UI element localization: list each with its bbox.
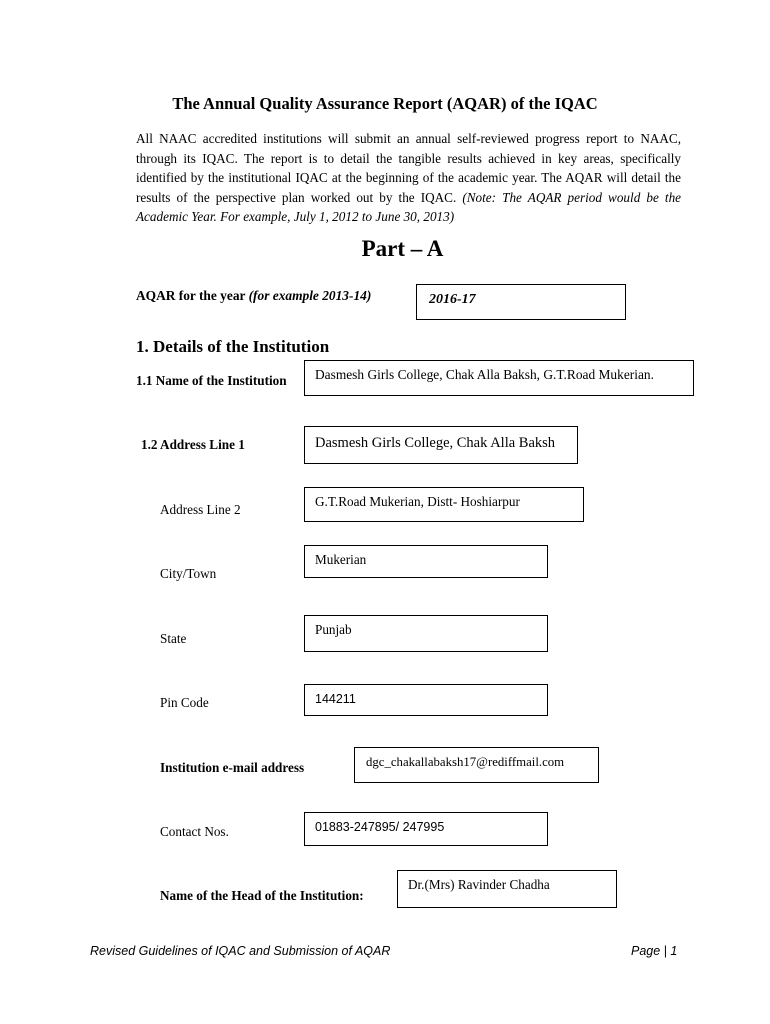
page-number: Page | 1 [631, 944, 678, 958]
intro-paragraph [136, 129, 681, 227]
state-label: State [160, 631, 187, 646]
city-value: Mukerian [315, 552, 367, 567]
address-line2-value: G.T.Road Mukerian, Distt- Hoshiarpur [315, 494, 520, 509]
institution-name-label: 1.1 Name of the Institution [136, 373, 287, 388]
part-heading: Part – A [361, 236, 444, 261]
aqar-year-value: 2016-17 [429, 292, 476, 307]
city-field[interactable] [304, 545, 548, 578]
state-value: Punjab [315, 622, 352, 637]
intro-note: (Note: The AQAR period would be the Academic Year. For example, July 1, 2012 to June 30, 2013) [136, 189, 682, 225]
contact-label: Contact Nos. [160, 824, 229, 839]
pin-code-field[interactable] [304, 684, 548, 716]
intro-text: All NAAC accredited institutions will submit an annual self-reviewed progress report to NAAC, through its IQAC. The report is to detail the tangible results achieved in key areas, specifically identified by the institutional IQAC at the beginning of the academic year. The AQAR will detail the results of the perspective plan worked out by the IQAC. [136, 131, 681, 205]
footer-left: Revised Guidelines of IQAC and Submission of AQAR [90, 944, 391, 958]
contact-value: 01883-247895/ 247995 [315, 820, 445, 834]
state-field[interactable] [304, 615, 548, 652]
contact-field[interactable] [304, 812, 548, 846]
address-line1-value: Dasmesh Girls College, Chak Alla Baksh [315, 435, 556, 451]
aqar-year-field[interactable] [416, 284, 626, 320]
document-title: The Annual Quality Assurance Report (AQAR) of the IQAC [172, 94, 598, 113]
institution-name-field[interactable] [304, 360, 694, 396]
pin-code-label: Pin Code [160, 695, 209, 710]
head-field[interactable] [397, 870, 617, 908]
aqar-year-label-text: AQAR for the year [136, 288, 246, 303]
address-line1-field[interactable] [304, 426, 578, 464]
email-label: Institution e-mail address [160, 760, 305, 775]
pin-code-value: 144211 [315, 692, 356, 706]
aqar-year-label [136, 288, 371, 304]
institution-name-value: Dasmesh Girls College, Chak Alla Baksh, G.T.Road Mukerian. [315, 367, 654, 382]
aqar-year-example: (for example 2013-14) [248, 288, 372, 303]
city-label: City/Town [160, 566, 217, 581]
section-heading: 1. Details of the Institution [136, 337, 330, 356]
email-value: dgc_chakallabaksh17@rediffmail.com [366, 755, 565, 769]
address-line1-label: 1.2 Address Line 1 [141, 437, 245, 452]
email-field[interactable] [354, 747, 599, 783]
head-label: Name of the Head of the Institution: [160, 888, 364, 903]
address-line2-label: Address Line 2 [160, 502, 241, 517]
address-line2-field[interactable] [304, 487, 584, 522]
head-value: Dr.(Mrs) Ravinder Chadha [408, 877, 550, 892]
